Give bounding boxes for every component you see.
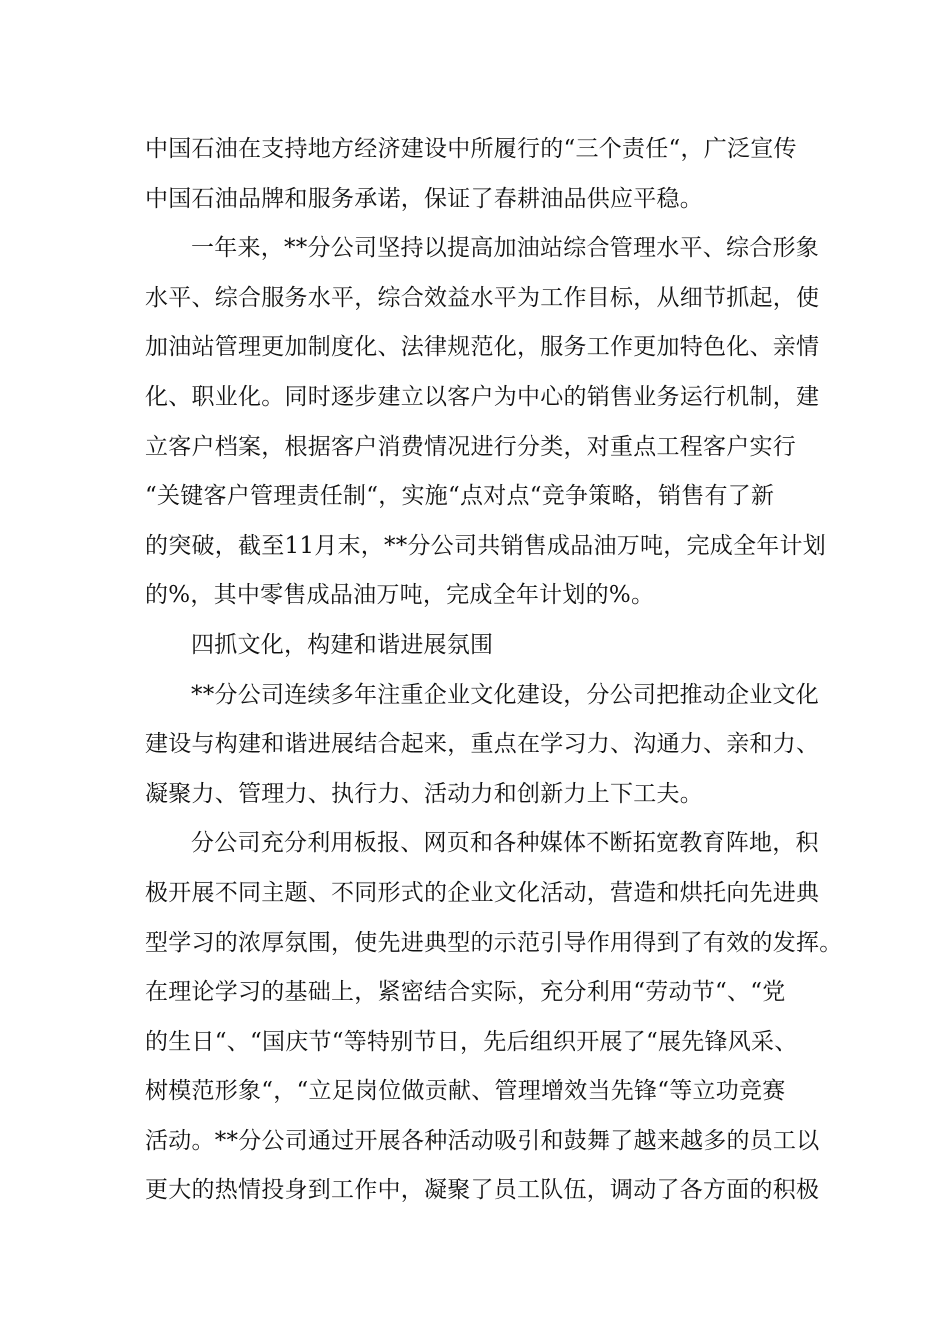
text-line-15: 分公司充分利用板报、网页和各种媒体不断拓宽教育阵地，积: [191, 830, 819, 857]
text-line-4: 水平、综合服务水平，综合效益水平为工作目标，从细节抓起，使: [145, 284, 820, 311]
text-line-5: 加油站管理更加制度化、法律规范化，服务工作更加特色化、亲情: [145, 334, 820, 361]
text-line-13: 建设与构建和谐进展结合起来，重点在学习力、沟通力、亲和力、: [145, 731, 820, 758]
text-line-20: 树模范形象“，“立足岗位做贡献、管理增效当先锋“等立功竞赛: [145, 1078, 786, 1105]
text-line-1: 中国石油在支持地方经济建设中所履行的“三个责任“，广泛宣传: [145, 136, 797, 162]
text-line-6: 化、职业化。同时逐步建立以客户为中心的销售业务运行机制，建: [145, 383, 820, 410]
text-line-22: 更大的热情投身到工作中，凝聚了员工队伍，调动了各方面的积极: [145, 1177, 820, 1204]
text-line-12: **分公司连续多年注重企业文化建设，分公司把推动企业文化: [191, 681, 819, 708]
text-line-3: 一年来，**分公司坚持以提高加油站综合管理水平、综合形象: [191, 235, 819, 262]
text-line-7: 立客户档案，根据客户消费情况进行分类，对重点工程客户实行: [145, 433, 796, 460]
text-line-18: 在理论学习的基础上，紧密结合实际，充分利用“劳动节“、“党: [145, 979, 786, 1006]
text-line-16: 极开展不同主题、不同形式的企业文化活动，营造和烘托向先进典: [145, 879, 820, 906]
section-heading: 四抓文化，构建和谐进展氛围: [191, 631, 494, 658]
text-line-2: 中国石油品牌和服务承诺，保证了春耕油品供应平稳。: [145, 185, 703, 212]
text-line-8: “关键客户管理责任制“，实施“点对点“竞争策略，销售有了新: [145, 483, 775, 510]
text-line-9: 的突破，截至11月末，**分公司共销售成品油万吨，完成全年计划: [145, 532, 827, 559]
text-line-21: 活动。**分公司通过开展各种活动吸引和鼓舞了越来越多的员工以: [145, 1127, 820, 1154]
document-body: [145, 125, 843, 1216]
text-line-10: 的%，其中零售成品油万吨，完成全年计划的%。: [145, 582, 655, 609]
text-line-14: 凝聚力、管理力、执行力、活动力和创新力上下工夫。: [145, 780, 703, 807]
text-line-19: 的生日“、“国庆节“等特别节日，先后组织开展了“展先锋风采、: [145, 1028, 798, 1055]
text-line-17: 型学习的浓厚氛围，使先进典型的示范引导作用得到了有效的发挥。: [145, 929, 843, 956]
